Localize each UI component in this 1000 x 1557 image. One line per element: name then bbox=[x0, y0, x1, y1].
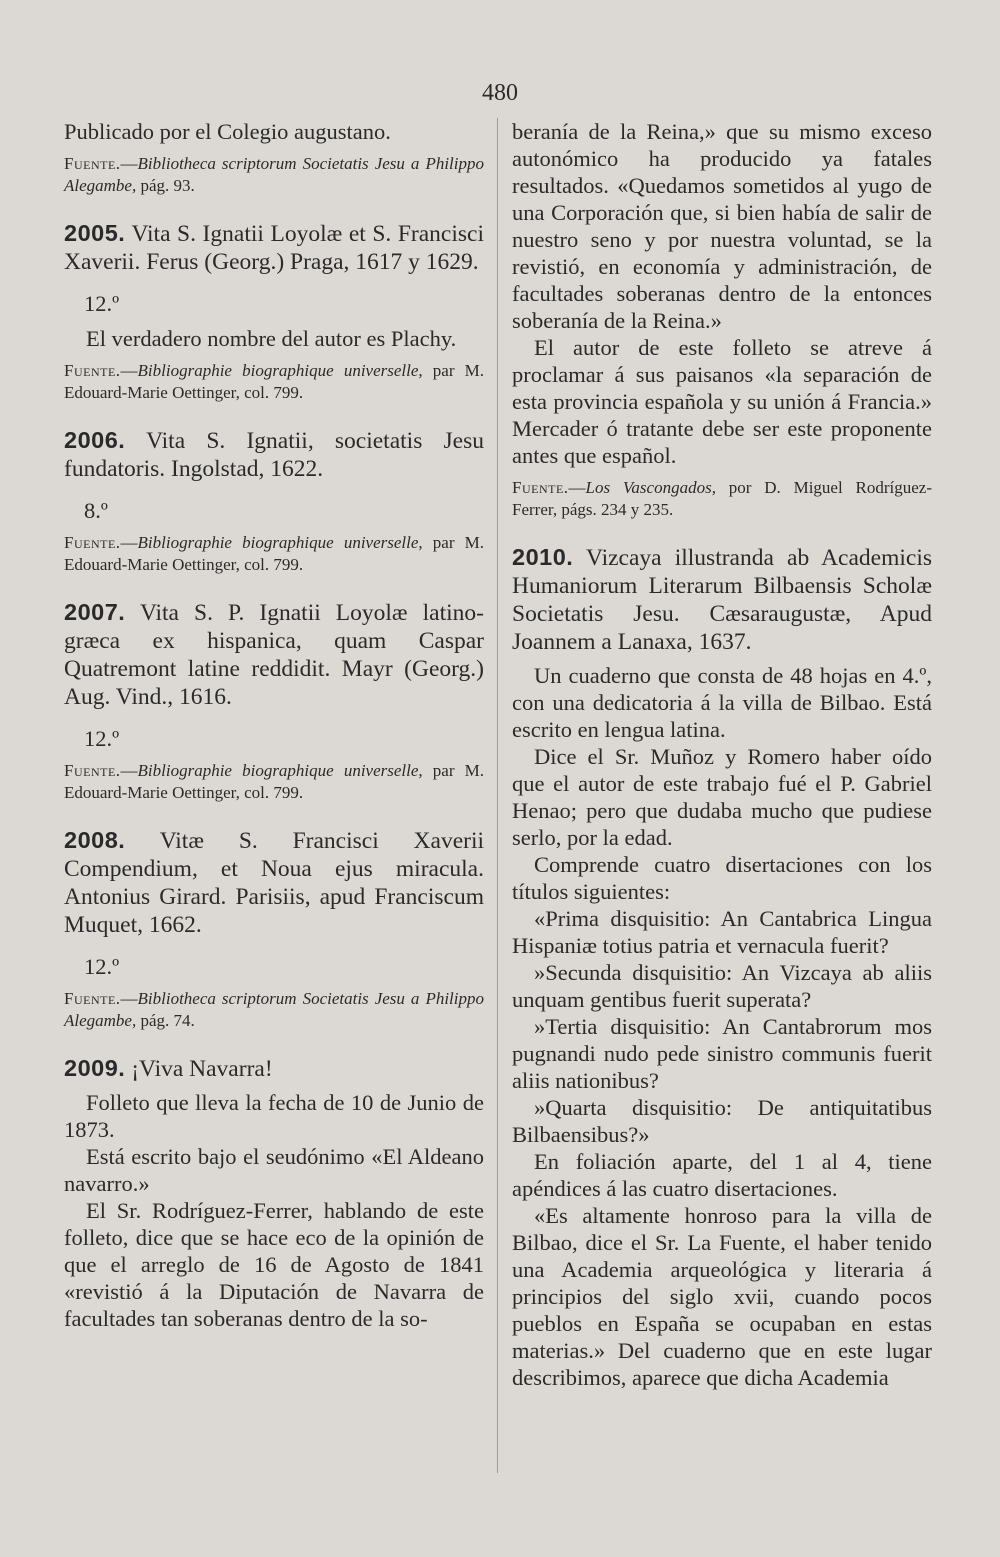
intro-line: Publicado por el Colegio augustano. bbox=[64, 119, 391, 144]
entry-number: 2007. bbox=[64, 599, 126, 625]
source-note: Fuente.—Bibliotheca scriptorum Societatis Jesu a Philippo Alegambe, pág. 74. bbox=[64, 989, 484, 1030]
entry-2005 bbox=[64, 219, 484, 276]
entry-paragraph: «Es altamente honroso para la villa de Bilbao, dice el Sr. La Fuente, el haber tenido una Academia arqueológica y literaria á principios del siglo xvii, cuando pocos pueblos en España se ocupaban en estas materias.» Del cuaderno que en este lugar describimos, aparece que dicha Academia bbox=[512, 1203, 932, 1390]
entry-paragraph: En foliación aparte, del 1 al 4, tiene apéndices á las cuatro disertaciones. bbox=[512, 1149, 932, 1201]
quoted-title: «Prima disquisitio: An Cantabrica Lingua Hispaniæ totius patria et vernacula fuerit? bbox=[512, 906, 932, 958]
source-note: Fuente.—Bibliographie biographique universelle, par M. Edouard-Marie Oettinger, col. 799. bbox=[64, 533, 484, 574]
right-column bbox=[512, 118, 932, 1391]
entry-format: 12.º bbox=[84, 726, 120, 751]
source-note: Fuente.—Los Vascongados, por D. Miguel Rodríguez-Ferrer, págs. 234 y 235. bbox=[512, 478, 932, 519]
entry-paragraph: El Sr. Rodríguez-Ferrer, hablando de este folleto, dice que se hace eco de la opinión de que el arreglo de 16 de Agosto de 1841 «revistió á la Diputación de Navarra de facultades tan soberanas dentro de la so- bbox=[64, 1198, 484, 1331]
entry-number: 2006. bbox=[64, 427, 126, 453]
entry-number: 2009. bbox=[64, 1055, 126, 1081]
entry-2006 bbox=[64, 426, 484, 483]
source-note: Fuente.—Bibliographie biographique universelle, par M. Edouard-Marie Oettinger, col. 799. bbox=[64, 361, 484, 402]
entry-title: Vita S. P. Ignatii Loyolæ latino-græca ex hispanica, quam Caspar Quatremont latine reddidit. Mayr (Georg.) Aug. Vind., 1616. bbox=[64, 600, 484, 710]
entry-paragraph: Dice el Sr. Muñoz y Romero haber oído que el autor de este trabajo fué el P. Gabriel Henao; pero que dudaba mucho que pudiese serlo, por la edad. bbox=[512, 744, 932, 850]
entry-title: ¡Viva Navarra! bbox=[131, 1056, 273, 1082]
left-column bbox=[64, 118, 484, 1332]
entry-number: 2005. bbox=[64, 220, 126, 246]
continued-paragraph: beranía de la Reina,» que su mismo exceso autonómico ha producido ya fatales resultados. «Quedamos sometidos al yugo de una Corporación que, si bien había de salir de nuestro seno y por nuestra voluntad, se la revistió, en economía y administración, de facultades soberanas dentro de la entonces soberanía de la Reina.» bbox=[512, 119, 932, 333]
entry-2009 bbox=[64, 1054, 484, 1083]
entry-number: 2008. bbox=[64, 827, 126, 853]
entry-format: 12.º bbox=[84, 954, 120, 979]
entry-paragraph: Está escrito bajo el seudónimo «El Aldeano navarro.» bbox=[64, 1144, 484, 1196]
entry-format: 8.º bbox=[84, 498, 108, 523]
entry-2008 bbox=[64, 826, 484, 939]
source-note: Fuente.—Bibliotheca scriptorum Societatis Jesu a Philippo Alegambe, pág. 93. bbox=[64, 154, 484, 195]
entry-paragraph: El autor de este folleto se atreve á proclamar á sus paisanos «la separación de esta provincia española y su unión á Francia.» Mercader ó tratante debe ser este proponente antes que español. bbox=[512, 335, 932, 468]
entry-2010 bbox=[512, 543, 932, 656]
page-number: 480 bbox=[482, 80, 518, 106]
quoted-title: »Tertia disquisitio: An Cantabrorum mos pugnandi nudo pede sinistro communis fuerit aliis nationibus? bbox=[512, 1014, 932, 1093]
entry-number: 2010. bbox=[512, 544, 574, 570]
quoted-title: »Secunda disquisitio: An Vizcaya ab aliis unquam gentibus fuerit superata? bbox=[512, 960, 932, 1012]
entry-2007 bbox=[64, 598, 484, 711]
entry-paragraph: Comprende cuatro disertaciones con los títulos siguientes: bbox=[512, 852, 932, 904]
entry-paragraph: Folleto que lleva la fecha de 10 de Junio de 1873. bbox=[64, 1090, 484, 1142]
source-note: Fuente.—Bibliographie biographique universelle, par M. Edouard-Marie Oettinger, col. 799. bbox=[64, 761, 484, 802]
entry-title: Vitæ S. Francisci Xaverii Compendium, et Noua ejus miracula. Antonius Girard. Parisiis, apud Franciscum Muquet, 1662. bbox=[64, 828, 485, 938]
entry-title: Vizcaya illustranda ab Academicis Humaniorum Literarum Bilbaensis Scholæ Societatis Jesu. Cæsaraugustæ, Apud Joannem a Lanaxa, 1637. bbox=[512, 545, 932, 655]
entry-paragraph: Un cuaderno que consta de 48 hojas en 4.º, con una dedicatoria á la villa de Bilbao. Está escrito en lengua latina. bbox=[512, 663, 932, 742]
column-divider bbox=[497, 118, 498, 1473]
entry-note: El verdadero nombre del autor es Plachy. bbox=[86, 326, 457, 351]
entry-title: Vita S. Ignatii, societatis Jesu fundatoris. Ingolstad, 1622. bbox=[64, 428, 484, 482]
quoted-title: »Quarta disquisitio: De antiquitatibus Bilbaensibus?» bbox=[512, 1095, 932, 1147]
entry-format: 12.º bbox=[84, 291, 120, 316]
entry-title: Vita S. Ignatii Loyolæ et S. Francisci Xaverii. Ferus (Georg.) Praga, 1617 y 1629. bbox=[64, 221, 484, 275]
